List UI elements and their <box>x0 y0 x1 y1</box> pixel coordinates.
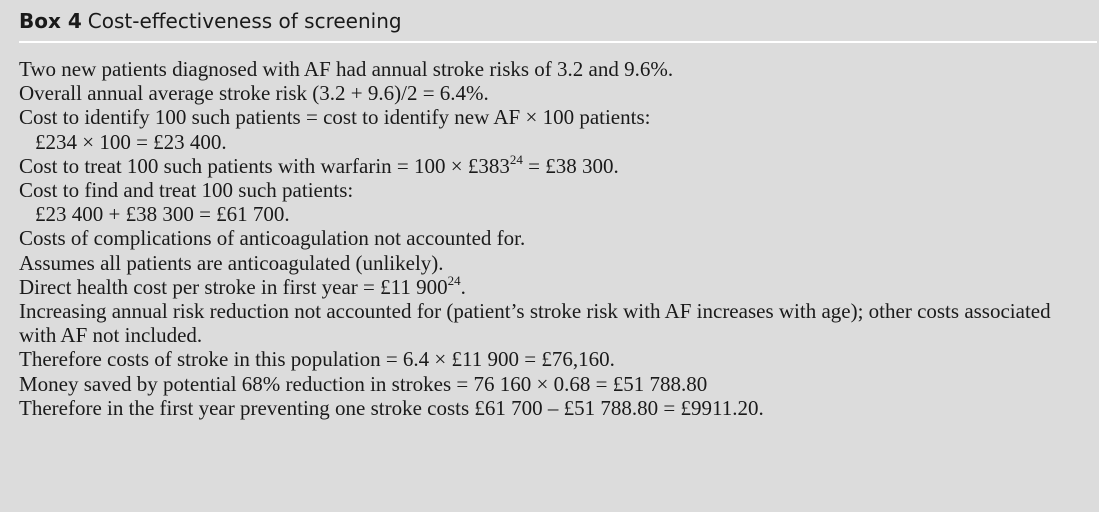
citation-superscript: 24 <box>509 151 523 167</box>
body-line: Two new patients diagnosed with AF had annual stroke risks of 3.2 and 9.6%. <box>19 57 674 81</box>
body-line: Therefore costs of stroke in this population = 6.4 × £11 900 = £76,160. <box>19 347 615 372</box>
body-line: Overall annual average stroke risk (3.2 + 9.6)/2 = 6.4%. <box>19 81 489 106</box>
body-line: Costs of complications of anticoagulation not accounted for. <box>19 226 526 251</box>
body-line: £234 × 100 = £23 400. <box>35 129 227 154</box>
box-body <box>19 57 1089 420</box>
body-line: Money saved by potential 68% reduction in strokes = 76 160 × 0.68 = £51 788.80 <box>19 371 708 396</box>
box-label: Box 4 <box>19 9 82 33</box>
body-line: Cost to identify 100 such patients = cost to identify new AF × 100 patients: <box>19 105 651 130</box>
body-line: Cost to find and treat 100 such patients: <box>19 178 354 203</box>
body-line: Direct health cost per stroke in first year = £11 $900^{24}$. <box>19 272 466 299</box>
citation-superscript: 24 <box>447 272 461 288</box>
box-title: Cost-effectiveness of screening <box>87 9 402 33</box>
box-heading <box>19 9 402 33</box>
body-line: Therefore in the first year preventing one stroke costs £61 700 – £51 788.80 = £9911.20. <box>19 395 764 420</box>
body-line: Increasing annual risk reduction not accounted for (patient’s stroke risk with AF increases with age); other costs associated with AF not included. <box>19 299 1051 348</box>
header-divider <box>19 41 1097 43</box>
body-line: £23 400 + £38 300 = £61 700. <box>35 202 290 227</box>
body-line: Cost to treat 100 such patients with warfarin = $100 \times £383^{24}$ = £38 300. <box>19 151 619 178</box>
body-line: Assumes all patients are anticoagulated (unlikely). <box>19 250 444 275</box>
